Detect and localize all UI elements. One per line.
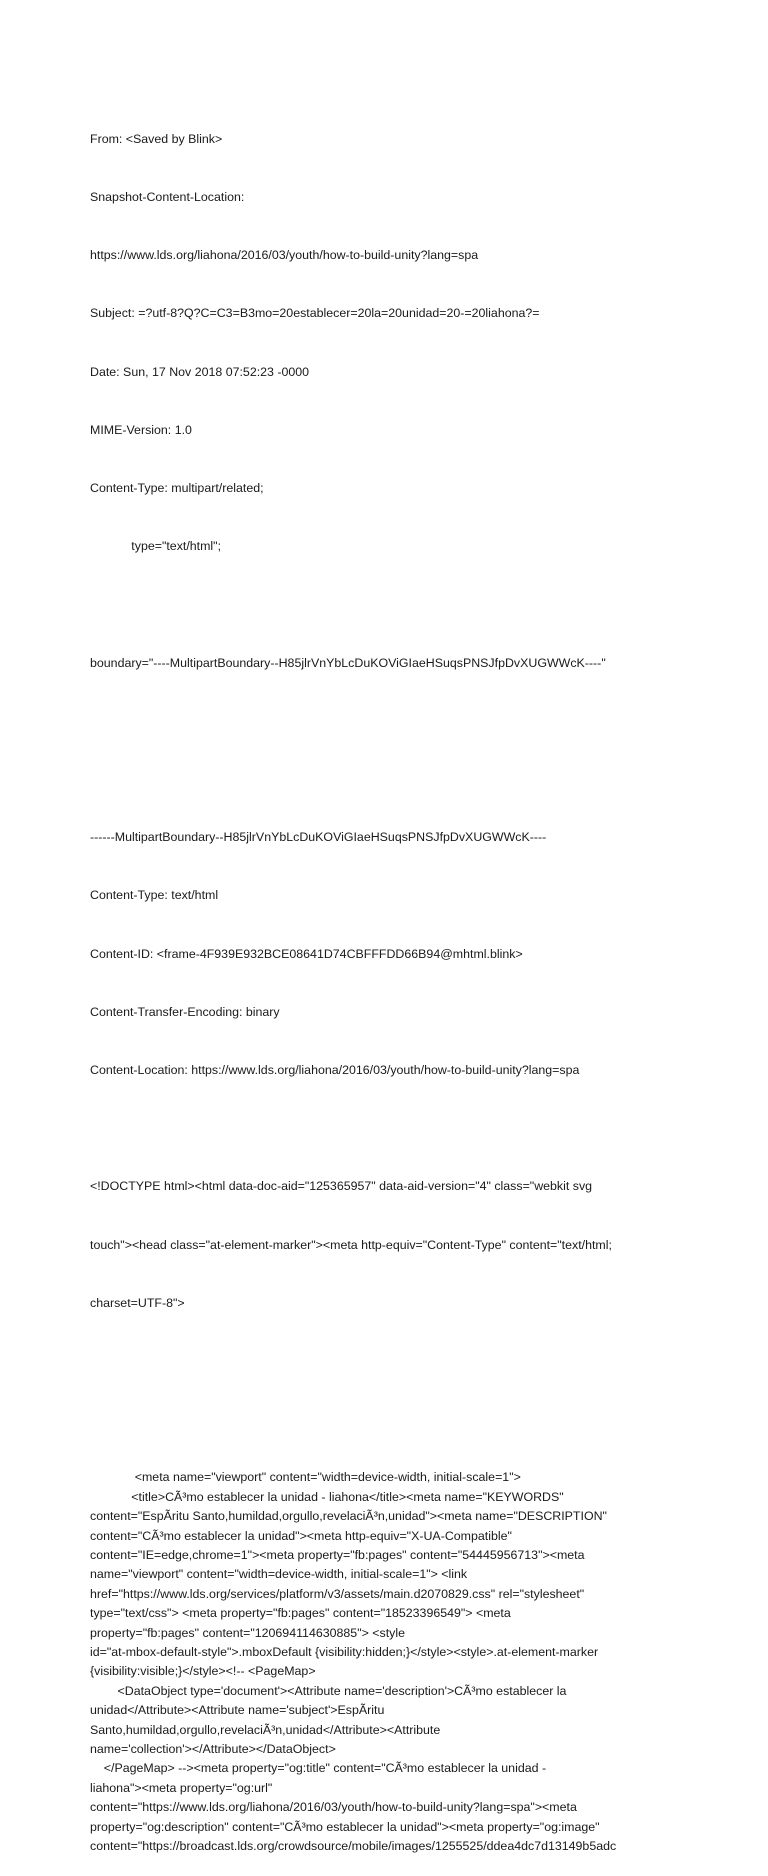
source-line: type="text/css"> <meta property="fb:pages" content="18523396549"> <meta	[90, 1606, 511, 1621]
source-line: </PageMap> --><meta property="og:title" content="CÃ³mo establecer la unidad -	[90, 1761, 547, 1776]
header-subject: Subject: =?utf-8?Q?C=C3=B3mo=20establecer=20la=20unidad=20-=20liahona?=	[90, 306, 540, 321]
source-line: {visibility:visible;}</style><!-- <PageMap>	[90, 1664, 316, 1679]
blank-line	[90, 1119, 730, 1138]
source-line: name="viewport" content="width=device-width, initial-scale=1"> <link	[90, 1567, 468, 1582]
source-line: <title>CÃ³mo establecer la unidad - liahona</title><meta name="KEYWORDS"	[90, 1489, 564, 1504]
source-line: content="CÃ³mo establecer la unidad"><meta http-equiv="X-UA-Compatible"	[90, 1528, 512, 1543]
source-line: href="https://www.lds.org/services/platform/v3/assets/main.d2070829.css" rel="stylesheet"	[90, 1586, 585, 1601]
source-line: content="IE=edge,chrome=1"><meta property="fb:pages" content="54445956713"><meta	[90, 1548, 585, 1563]
blank-line	[90, 712, 730, 731]
header-snapshot-location-url: https://www.lds.org/liahona/2016/03/youth/how-to-build-unity?lang=spa	[90, 248, 479, 263]
blank-line	[90, 1410, 730, 1429]
source-line: liahona"><meta property="og:url"	[90, 1780, 273, 1795]
part-content-location: Content-Location: https://www.lds.org/liahona/2016/03/youth/how-to-build-unity?lang=spa	[90, 1063, 580, 1078]
source-line: content="https://broadcast.lds.org/crowdsource/mobile/images/1255525/ddea4dc7d13149b5adc	[90, 1838, 617, 1853]
source-line: property="og:description" content="CÃ³mo establecer la unidad"><meta property="og:image"	[90, 1819, 600, 1834]
source-line: <DataObject type='document'><Attribute name='description'>CÃ³mo establecer la	[90, 1683, 567, 1698]
document-page	[90, 91, 730, 1876]
doctype-line: touch"><head class="at-element-marker"><meta http-equiv="Content-Type" content="text/html;	[90, 1237, 612, 1252]
source-line: unidad</Attribute><Attribute name='subject'>EspÃritu	[90, 1703, 385, 1718]
blank-line	[90, 595, 730, 614]
source-line: <meta name="viewport" content="width=device-width, initial-scale=1">	[90, 1470, 521, 1485]
header-boundary: boundary="----MultipartBoundary--H85jlrVnYbLcDuKOViGIaeHSuqsPNSJfpDvXUGWWcK----"	[90, 655, 606, 670]
source-line: property="fb:pages" content="120694114630885"> <style	[90, 1625, 405, 1640]
source-line: name='collection'></Attribute></DataObject>	[90, 1741, 336, 1756]
html-source-head	[90, 1468, 730, 1856]
part-content-id: Content-ID: <frame-4F939E932BCE08641D74CBFFFDD66B94@mhtml.blink>	[90, 946, 523, 961]
doctype-line: charset=UTF-8">	[90, 1295, 185, 1310]
part-transfer-encoding: Content-Transfer-Encoding: binary	[90, 1004, 280, 1019]
header-from: From: <Saved by Blink>	[90, 131, 223, 146]
blank-line	[90, 770, 730, 789]
source-line: content="EspÃritu Santo,humildad,orgullo,revelaciÃ³n,unidad"><meta name="DESCRIPTION"	[90, 1509, 607, 1524]
part-content-type: Content-Type: text/html	[90, 888, 219, 903]
header-content-type: Content-Type: multipart/related;	[90, 481, 264, 496]
part-boundary-line: ------MultipartBoundary--H85jlrVnYbLcDuKOViGIaeHSuqsPNSJfpDvXUGWWcK----	[90, 830, 547, 845]
header-content-type-param: type="text/html";	[90, 539, 222, 554]
source-line: id="at-mbox-default-style">.mboxDefault {visibility:hidden;}</style><style>.at-element-marker	[90, 1645, 599, 1659]
doctype-line: <!DOCTYPE html><html data-doc-aid="125365957" data-aid-version="4" class="webkit svg	[90, 1179, 593, 1194]
blank-line	[90, 1352, 730, 1371]
source-line: Santo,humildad,orgullo,revelaciÃ³n,unidad</Attribute><Attribute	[90, 1722, 441, 1737]
source-line: content="https://www.lds.org/liahona/2016/03/youth/how-to-build-unity?lang=spa"><meta	[90, 1800, 577, 1815]
header-date: Date: Sun, 17 Nov 2018 07:52:23 -0000	[90, 364, 310, 379]
header-snapshot-location-label: Snapshot-Content-Location:	[90, 190, 245, 205]
header-mime-version: MIME-Version: 1.0	[90, 422, 192, 437]
